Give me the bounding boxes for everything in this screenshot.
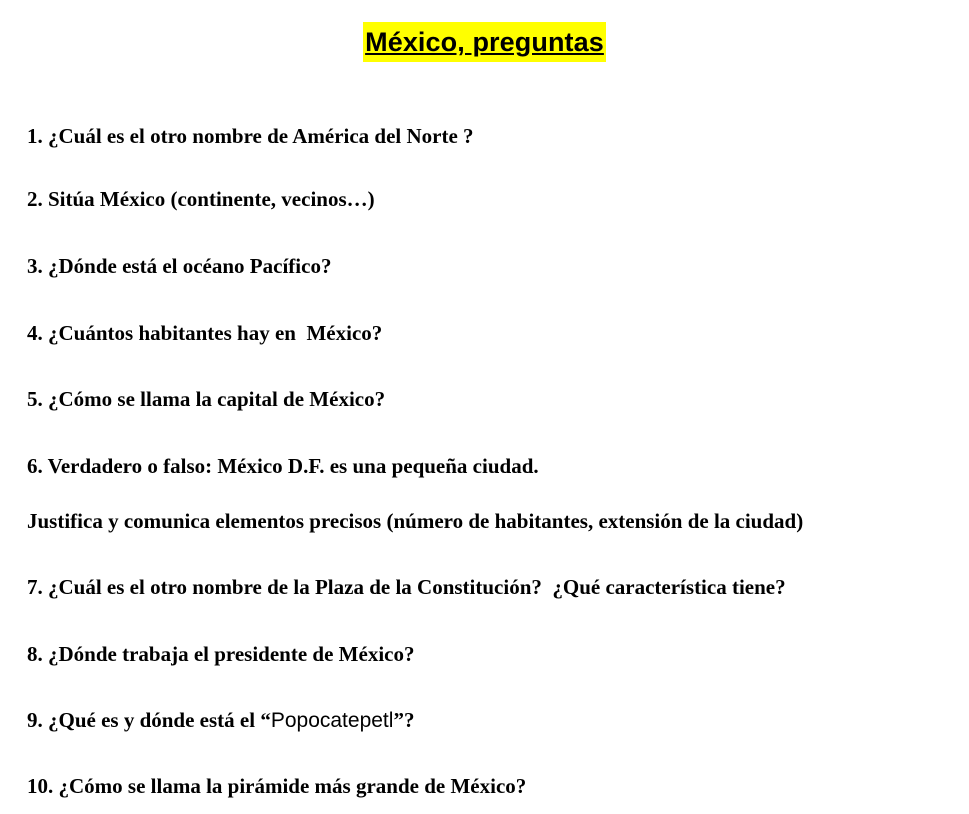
question-10: 10. ¿Cómo se llama la pirámide más grande de México? [27, 774, 527, 798]
question-1: 1. ¿Cuál es el otro nombre de América del Norte ? [27, 124, 474, 148]
question-6-justification: Justifica y comunica elementos precisos (número de habitantes, extensión de la ciudad) [27, 509, 804, 533]
question-9-name: Popocatepetl [270, 709, 394, 732]
question-8: 8. ¿Dónde trabaja el presidente de México? [27, 642, 415, 666]
question-2: 2. Sitúa México (continente, vecinos…) [27, 187, 375, 211]
title-container [0, 22, 969, 62]
question-9-suffix: ”? [393, 708, 415, 732]
question-9 [27, 707, 414, 734]
question-6: 6. Verdadero o falso: México D.F. es una pequeña ciudad. [27, 454, 539, 478]
page-title: México, preguntas [363, 22, 606, 62]
question-9-prefix: 9. ¿Qué es y dónde está el “ [27, 708, 271, 732]
question-7: 7. ¿Cuál es el otro nombre de la Plaza de la Constitución? ¿Qué característica tiene? [27, 575, 786, 599]
question-4: 4. ¿Cuántos habitantes hay en México? [27, 321, 383, 345]
question-5: 5. ¿Cómo se llama la capital de México? [27, 387, 386, 411]
question-3: 3. ¿Dónde está el océano Pacífico? [27, 254, 332, 278]
